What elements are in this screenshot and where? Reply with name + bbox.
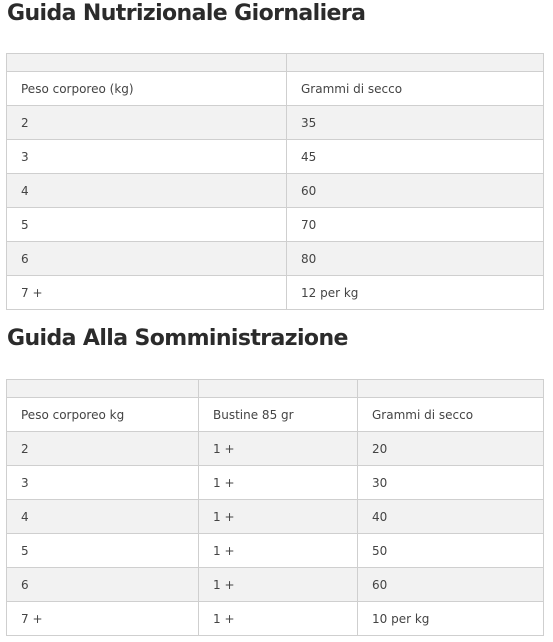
table-cell: 3 [7, 466, 199, 500]
table-cell: 7 + [7, 276, 287, 310]
header-cell-dry-grams: Grammi di secco [358, 398, 544, 432]
table-cell: 80 [287, 242, 544, 276]
table-spacer-row [7, 54, 544, 72]
administration-guide-table [6, 379, 544, 636]
table-cell: 1 + [199, 466, 358, 500]
table-spacer-row [7, 380, 544, 398]
table-cell: 60 [287, 174, 544, 208]
table-cell: 20 [358, 432, 544, 466]
table-header-row [7, 398, 544, 432]
table-cell: 6 [7, 568, 199, 602]
administration-guide-title: Guida Alla Somministrazione [7, 326, 348, 351]
table-row [7, 174, 544, 208]
table-cell: 3 [7, 140, 287, 174]
table-cell: 10 per kg [358, 602, 544, 636]
table-cell: 70 [287, 208, 544, 242]
header-cell-body-weight: Peso corporeo (kg) [7, 72, 287, 106]
table-row [7, 242, 544, 276]
table-row [7, 106, 544, 140]
header-cell-body-weight: Peso corporeo kg [7, 398, 199, 432]
table-cell: 50 [358, 534, 544, 568]
table-row [7, 276, 544, 310]
table-cell [287, 54, 544, 72]
table-row [7, 500, 544, 534]
daily-guide-table [6, 53, 544, 310]
header-cell-dry-grams: Grammi di secco [287, 72, 544, 106]
table-cell [199, 380, 358, 398]
table-cell: 1 + [199, 602, 358, 636]
table-row [7, 140, 544, 174]
table-row [7, 208, 544, 242]
table-row [7, 432, 544, 466]
table-row [7, 466, 544, 500]
table-cell: 40 [358, 500, 544, 534]
table-cell: 1 + [199, 500, 358, 534]
table-cell: 2 [7, 106, 287, 140]
table-cell: 2 [7, 432, 199, 466]
table-row [7, 602, 544, 636]
daily-guide-title: Guida Nutrizionale Giornaliera [7, 1, 366, 26]
table-cell: 45 [287, 140, 544, 174]
table-cell: 5 [7, 534, 199, 568]
table-cell: 7 + [7, 602, 199, 636]
table-cell: 4 [7, 500, 199, 534]
table-cell [7, 380, 199, 398]
table-cell: 1 + [199, 432, 358, 466]
table-cell: 60 [358, 568, 544, 602]
table-header-row [7, 72, 544, 106]
table-cell: 12 per kg [287, 276, 544, 310]
table-cell: 4 [7, 174, 287, 208]
table-cell: 5 [7, 208, 287, 242]
table-cell [358, 380, 544, 398]
table-cell: 35 [287, 106, 544, 140]
header-cell-pouches: Bustine 85 gr [199, 398, 358, 432]
table-row [7, 568, 544, 602]
table-cell [7, 54, 287, 72]
table-cell: 30 [358, 466, 544, 500]
table-row [7, 534, 544, 568]
table-cell: 1 + [199, 534, 358, 568]
table-cell: 6 [7, 242, 287, 276]
table-cell: 1 + [199, 568, 358, 602]
